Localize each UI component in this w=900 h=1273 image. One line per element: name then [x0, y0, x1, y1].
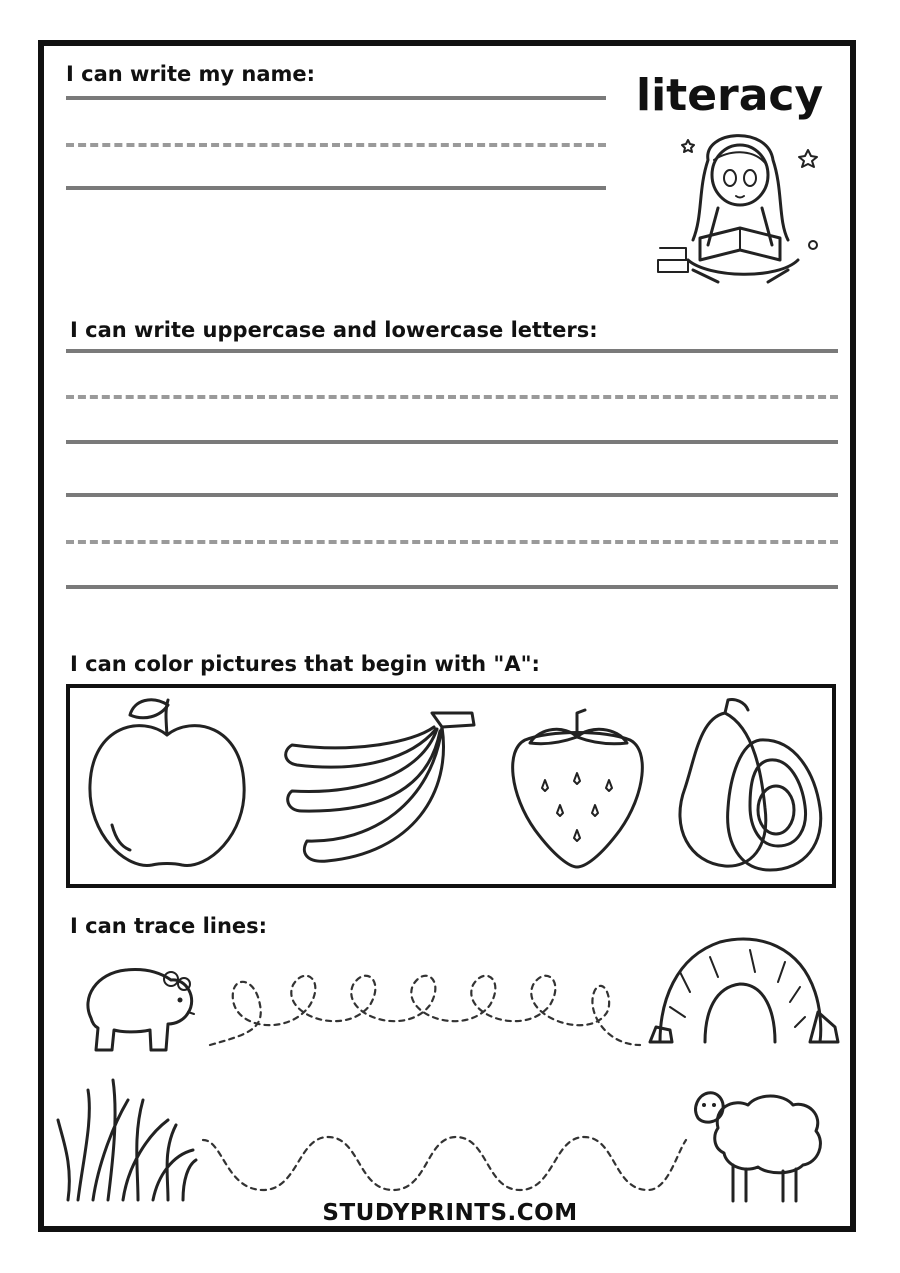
- section-heading-trace: I can trace lines:: [70, 914, 268, 938]
- worksheet-title: literacy: [636, 70, 824, 121]
- writing-line-top[interactable]: [66, 96, 606, 100]
- writing-line-midline[interactable]: [66, 143, 606, 147]
- section-heading-color: I can color pictures that begin with "A":: [70, 652, 540, 676]
- writing-line-base[interactable]: [66, 585, 838, 589]
- girl-reading-book-icon: [648, 120, 828, 300]
- writing-line-midline[interactable]: [66, 540, 838, 544]
- grass-icon: [58, 1080, 198, 1205]
- sheep-icon: [688, 1083, 828, 1211]
- trace-path-waves[interactable]: [198, 1125, 688, 1200]
- bear-icon: [76, 958, 201, 1058]
- writing-line-midline[interactable]: [66, 395, 838, 399]
- footer-brand: STUDYPRINTS.COM: [322, 1200, 578, 1226]
- trace-path-loops[interactable]: [205, 960, 645, 1055]
- writing-line-top[interactable]: [66, 349, 838, 353]
- writing-line-top[interactable]: [66, 493, 838, 497]
- section-heading-letters: I can write uppercase and lowercase letters:: [70, 318, 598, 342]
- strawberry-icon[interactable]: [505, 705, 650, 870]
- apple-icon[interactable]: [82, 695, 252, 875]
- writing-line-base[interactable]: [66, 186, 606, 190]
- avocado-icon[interactable]: [670, 698, 830, 876]
- section-heading-name: I can write my name:: [66, 62, 316, 86]
- banana-icon[interactable]: [282, 703, 482, 878]
- cave-icon: [650, 932, 840, 1047]
- writing-line-base[interactable]: [66, 440, 838, 444]
